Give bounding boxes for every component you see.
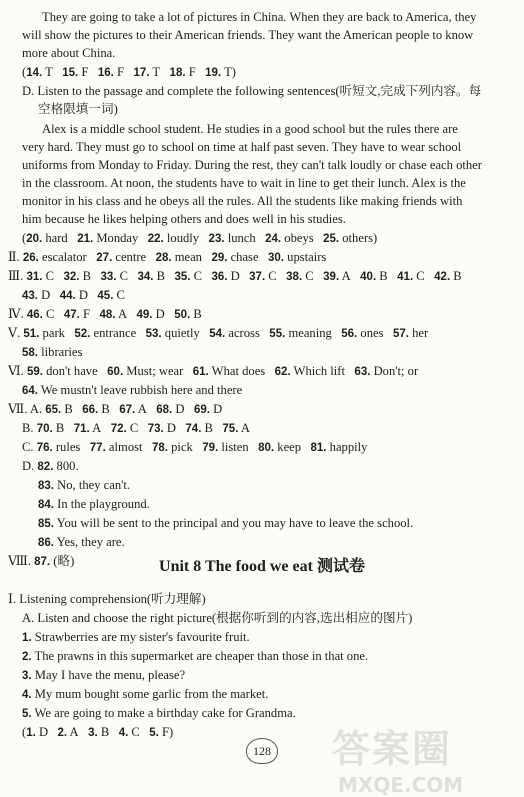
text-line: D. Listen to the passage and complete the following sentences(听短文,完成下列内容。每: [22, 84, 482, 98]
text-line: him because he likes helping others and does well in his studies.: [22, 212, 346, 226]
text-line: monitor in his class and he obeys all the rules. All the students like making friends with: [22, 194, 463, 208]
text-line: 1. Strawberries are my sister's favourite fruit.: [22, 630, 250, 644]
text-line: 2. The prawns in this supermarket are cheaper than those in that one.: [22, 649, 369, 663]
text-line: Ⅶ. A. 65. B 66. B 67. A 68. D 69. D: [8, 402, 223, 416]
unit-title: Unit 8 The food we eat 测试卷: [159, 558, 365, 575]
text-line: Ⅵ. 59. don't have 60. Must; wear 61. What does 62. Which lift 63. Don't; or: [8, 364, 419, 378]
text-line: uniforms from Monday to Friday. During the rest, they can't talk loudly or chase each other: [22, 158, 482, 172]
text-line: 空格限填一词): [38, 102, 118, 116]
text-line: Ⅷ. 87. (略): [8, 554, 75, 568]
text-line: 4. My mum bought some garlic from the market.: [22, 687, 269, 701]
text-line: 85. You will be sent to the principal and you may have to leave the school.: [38, 516, 414, 530]
text-line: Alex is a middle school student. He studies in a good school but the rules there are: [42, 122, 458, 136]
watermark-logo: [332, 718, 502, 797]
text-line: will show the pictures to their American friends. They want the American people to know: [22, 28, 474, 42]
text-line: 83. No, they can't.: [38, 478, 131, 492]
text-line: in the classroom. At noon, the students have to wait in line to get their lunch. Alex is the: [22, 176, 466, 190]
text-line: 43. D 44. D 45. C: [22, 288, 125, 302]
text-line: (1. D 2. A 3. B 4. C 5. F): [22, 725, 174, 739]
text-line: Ⅰ. Listening comprehension(听力理解): [8, 592, 206, 606]
text-line: (14. T 15. F 16. F 17. T 18. F 19. T): [22, 65, 236, 79]
text-line: They are going to take a lot of pictures in China. When they are back to America, they: [42, 10, 477, 24]
text-line: 84. In the playground.: [38, 497, 150, 511]
text-line: 3. May I have the menu, please?: [22, 668, 186, 682]
text-line: D. 82. 800.: [22, 459, 79, 473]
watermark-text: 答案圈: [332, 727, 453, 771]
text-line: A. Listen and choose the right picture(根据你听到的内容,选出相应的图片): [22, 611, 413, 625]
text-line: C. 76. rules 77. almost 78. pick 79. listen 80. keep 81. happily: [22, 440, 368, 454]
text-line: (20. hard 21. Monday 22. loudly 23. lunch 24. obeys 25. others): [22, 231, 378, 245]
text-line: 58. libraries: [22, 345, 83, 359]
text-line: Ⅳ. 46. C 47. F 48. A 49. D 50. B: [8, 307, 202, 321]
text-line: Ⅲ. 31. C 32. B 33. C 34. B 35. C 36. D 37. C 38. C 39. A 40. B 41. C 42. B: [8, 269, 462, 283]
text-line: 86. Yes, they are.: [38, 535, 125, 549]
text-line: Ⅴ. 51. park 52. entrance 53. quietly 54. across 55. meaning 56. ones 57. her: [8, 326, 429, 340]
page-number: 128: [246, 738, 278, 764]
text-line: B. 70. B 71. A 72. C 73. D 74. B 75. A: [22, 421, 250, 435]
text-line: 64. We mustn't leave rubbish here and there: [22, 383, 243, 397]
text-line: Ⅱ. 26. escalator 27. centre 28. mean 29. chase 30. upstairs: [8, 250, 327, 264]
text-line: more about China.: [22, 46, 116, 60]
text-line: 5. We are going to make a birthday cake for Grandma.: [22, 706, 296, 720]
text-line: very hard. They must go to school on time at half past seven. They have to wear school: [22, 140, 462, 154]
watermark-url: MXQE.COM: [338, 773, 464, 797]
